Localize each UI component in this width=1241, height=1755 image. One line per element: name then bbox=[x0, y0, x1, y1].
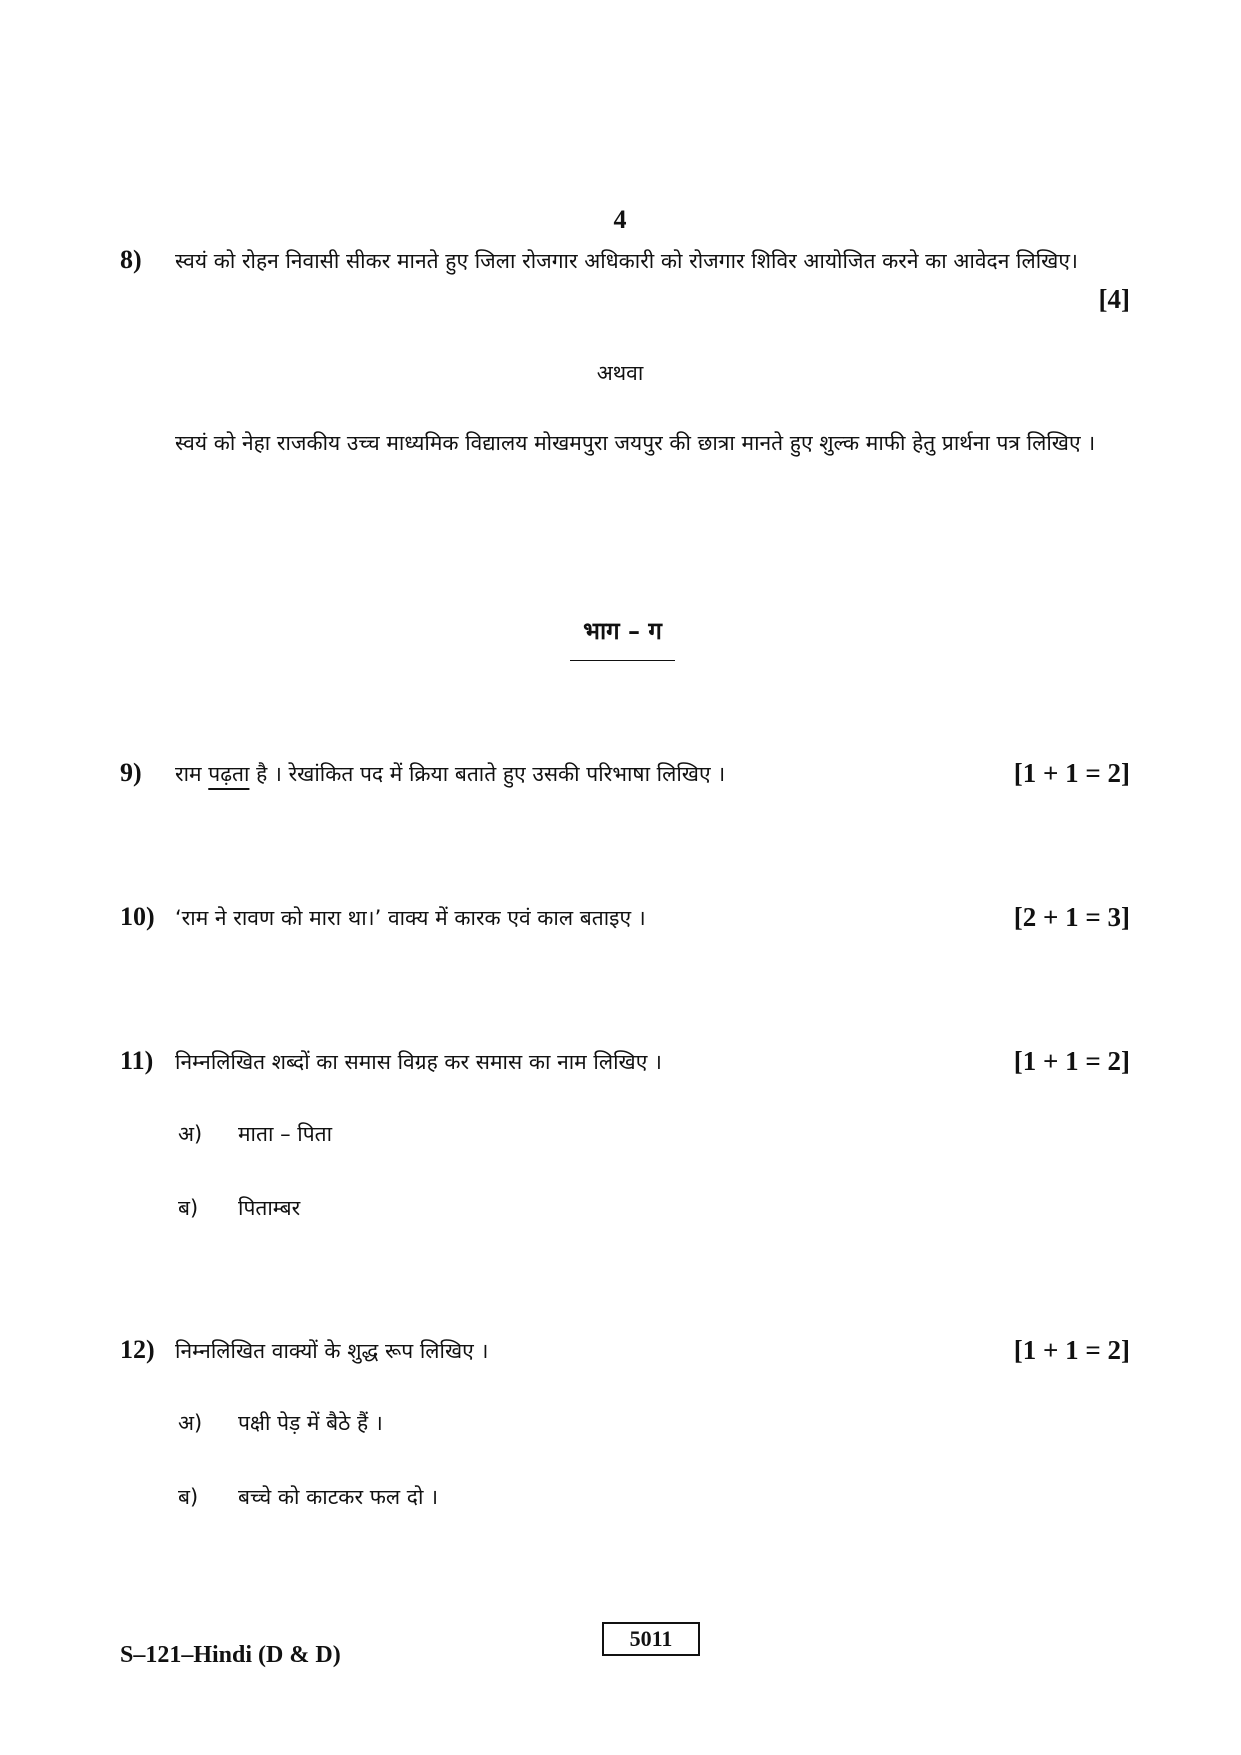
question-12-part-b-text: बच्चे को काटकर फल दो । bbox=[238, 1485, 439, 1509]
underlined-word: पढ़ता bbox=[208, 762, 250, 786]
question-11-number: 11) bbox=[120, 1046, 154, 1075]
question-11-part-a-label: अ) bbox=[178, 1122, 203, 1146]
paper-number-box: 5011 bbox=[602, 1622, 700, 1656]
question-8-number: 8) bbox=[120, 245, 142, 274]
question-9-number: 9) bbox=[120, 758, 142, 787]
question-12-number: 12) bbox=[120, 1335, 155, 1364]
question-11-part-b-text: पिताम्बर bbox=[238, 1196, 301, 1220]
question-12-part-a-text: पक्षी पेड़ में बैठे हैं । bbox=[238, 1411, 383, 1435]
question-9-text bbox=[175, 755, 725, 793]
question-9-text-before: राम bbox=[175, 762, 209, 786]
question-11-part-a-text: माता – पिता bbox=[238, 1122, 333, 1146]
question-10-text: ‘राम ने रावण को मारा था।’ वाक्य में कारक एवं काल बताइए । bbox=[175, 906, 646, 930]
question-12-part-a-label: अ) bbox=[178, 1411, 203, 1435]
question-12-part-b-label: ब) bbox=[178, 1485, 199, 1509]
question-11-text: निम्नलिखित शब्दों का समास विग्रह कर समास का नाम लिखिए । bbox=[175, 1050, 662, 1074]
question-10-number: 10) bbox=[120, 902, 155, 931]
page-number: 4 bbox=[613, 205, 627, 234]
question-9-text-after: है । रेखांकित पद में क्रिया बताते हुए उसकी परिभाषा लिखिए । bbox=[249, 762, 726, 786]
question-12-marks: [1 + 1 = 2] bbox=[1013, 1335, 1130, 1365]
or-label: अथवा bbox=[596, 361, 644, 385]
question-10-marks: [2 + 1 = 3] bbox=[1013, 902, 1130, 932]
paper-code: S–121–Hindi (D & D) bbox=[120, 1642, 341, 1668]
question-11-marks: [1 + 1 = 2] bbox=[1013, 1046, 1130, 1076]
question-11-part-b-label: ब) bbox=[178, 1196, 199, 1220]
question-8-alternative-text: स्वयं को नेहा राजकीय उच्च माध्यमिक विद्यालय मोखमपुरा जयपुर की छात्रा मानते हुए शुल्क माफी हेतु प्रार्थना पत्र लिखिए । bbox=[175, 431, 1096, 455]
question-9-marks: [1 + 1 = 2] bbox=[1013, 758, 1130, 788]
question-12-text: निम्नलिखित वाक्यों के शुद्ध रूप लिखिए । bbox=[175, 1339, 489, 1363]
section-heading: भाग – ग bbox=[570, 614, 675, 661]
question-8-marks: [4] bbox=[1098, 284, 1130, 314]
question-8-text: स्वयं को रोहन निवासी सीकर मानते हुए जिला रोजगार अधिकारी को रोजगार शिविर आयोजित करने का आवेदन लिखिए। bbox=[175, 249, 1078, 273]
